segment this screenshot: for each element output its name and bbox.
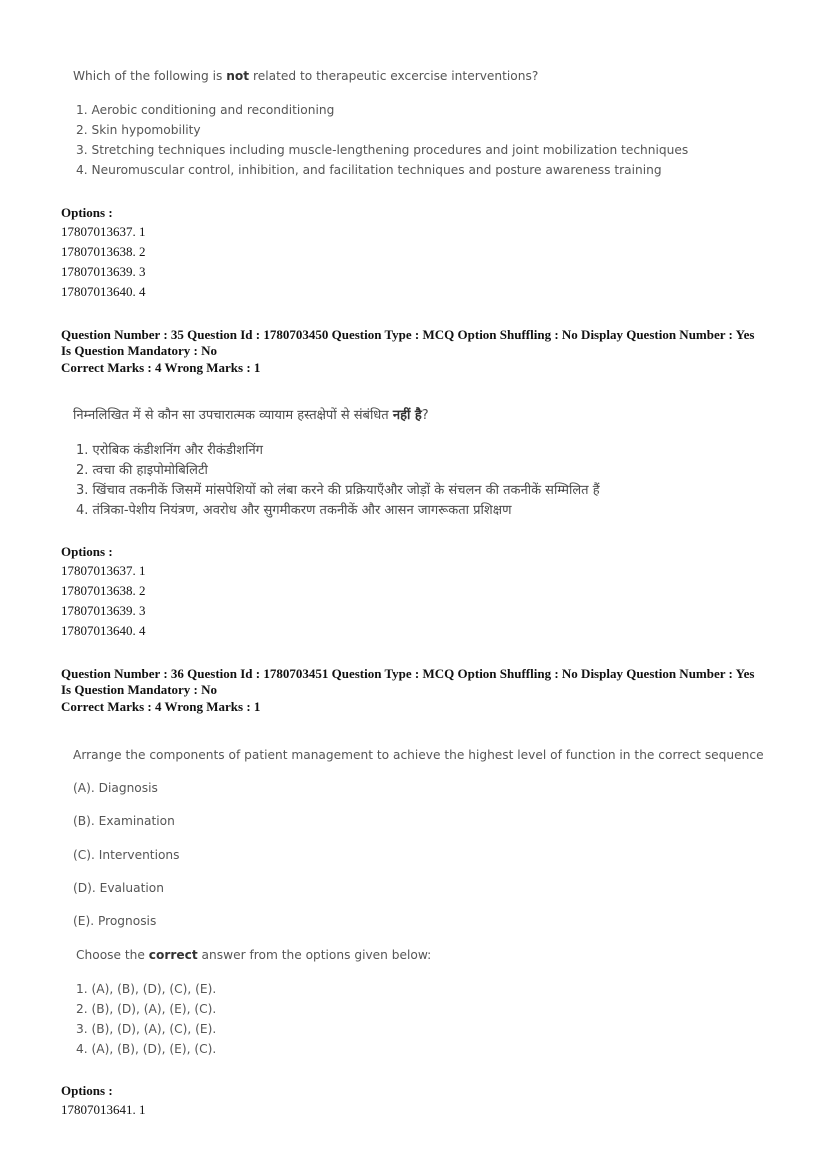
q35-item-1: 1. एरोबिक कंडीशनिंग और रीकंडीशनिंग <box>76 443 263 458</box>
q36-stem: Arrange the components of patient management to achieve the highest level of function in the correct sequence <box>73 748 764 762</box>
q35-option-1: 17807013637. 1 <box>61 563 146 578</box>
q36-choose-instruction: Choose the correct answer from the options given below: <box>76 948 432 962</box>
q34-stem: Which of the following is not related to therapeutic excercise interventions? <box>73 69 539 83</box>
q35-item-4: 4. तंत्रिका-पेशीय नियंत्रण, अवरोध और सुगमीकरण तकनीकें और आसन जागरूकता प्रशिक्षण <box>76 503 512 518</box>
q34-option-2: 17807013638. 2 <box>61 244 146 259</box>
q34-option-4: 17807013640. 4 <box>61 284 146 299</box>
q35-option-4: 17807013640. 4 <box>61 623 146 638</box>
q34-options-label: Options : <box>61 205 113 220</box>
q35-header-line1: Question Number : 35 Question Id : 1780703450 Question Type : MCQ Option Shuffling : No Display Question Number : Yes <box>61 327 755 342</box>
q36-component-d: (D). Evaluation <box>73 881 164 895</box>
q35-item-2: 2. त्वचा की हाइपोमोबिलिटी <box>76 463 208 478</box>
q35-item-3: 3. खिंचाव तकनीकें जिसमें मांसपेशियों को लंबा करने की प्रक्रियाएँऔर जोड़ों के संचलन की तकनीकें सम्मिलित हैं <box>76 483 600 498</box>
q36-answer-3: 3. (B), (D), (A), (C), (E). <box>76 1022 217 1036</box>
q36-answer-1: 1. (A), (B), (D), (C), (E). <box>76 982 217 996</box>
q35-header-line3: Correct Marks : 4 Wrong Marks : 1 <box>61 360 261 375</box>
q35-stem: निम्नलिखित में से कौन सा उपचारात्मक व्यायाम हस्तक्षेपों से संबंधित नहीं है? <box>73 408 429 423</box>
q36-component-b: (B). Examination <box>73 814 175 828</box>
q35-header-line2: Is Question Mandatory : No <box>61 343 218 358</box>
q35-options-label: Options : <box>61 544 113 559</box>
q34-option-1: 17807013637. 1 <box>61 224 146 239</box>
q36-component-e: (E). Prognosis <box>73 914 157 928</box>
q36-header-line3: Correct Marks : 4 Wrong Marks : 1 <box>61 699 261 714</box>
q36-component-c: (C). Interventions <box>73 848 180 862</box>
q34-item-1: 1. Aerobic conditioning and reconditioning <box>76 103 335 117</box>
q36-answer-4: 4. (A), (B), (D), (E), (C). <box>76 1042 217 1056</box>
q34-item-2: 2. Skin hypomobility <box>76 123 201 137</box>
q36-options-label: Options : <box>61 1083 113 1098</box>
q36-answer-2: 2. (B), (D), (A), (E), (C). <box>76 1002 217 1016</box>
q34-option-3: 17807013639. 3 <box>61 264 146 279</box>
q35-option-2: 17807013638. 2 <box>61 583 146 598</box>
q35-option-3: 17807013639. 3 <box>61 603 146 618</box>
q34-item-3: 3. Stretching techniques including muscle-lengthening procedures and joint mobilization techniques <box>76 143 689 157</box>
q36-component-a: (A). Diagnosis <box>73 781 158 795</box>
q34-item-4: 4. Neuromuscular control, inhibition, and facilitation techniques and posture awareness training <box>76 163 662 177</box>
q36-option-1: 17807013641. 1 <box>61 1102 146 1117</box>
q36-header-line1: Question Number : 36 Question Id : 1780703451 Question Type : MCQ Option Shuffling : No Display Question Number : Yes <box>61 666 755 681</box>
q36-header-line2: Is Question Mandatory : No <box>61 682 218 697</box>
